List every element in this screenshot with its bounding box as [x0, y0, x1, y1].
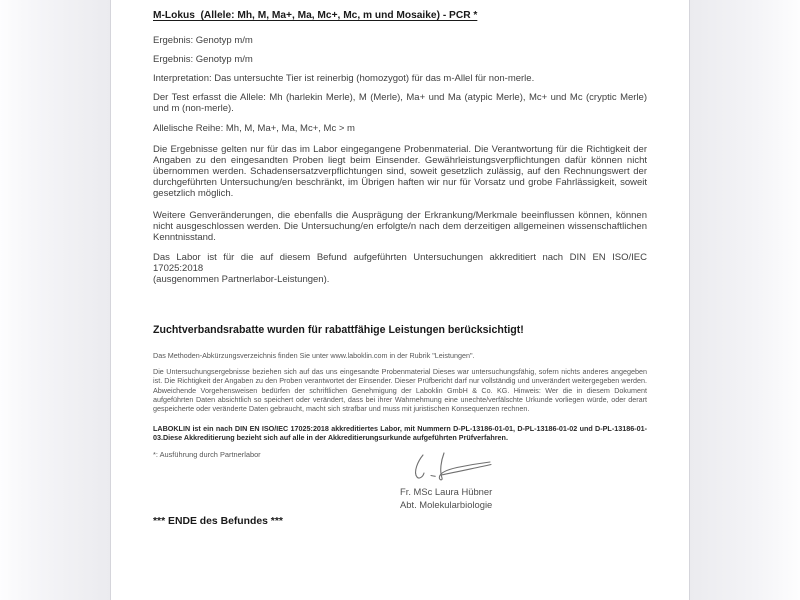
signer-department: Abt. Molekularbiologie — [400, 498, 493, 510]
result-line: Ergebnis: Genotyp m/m — [153, 54, 253, 65]
accreditation-line: 17025:2018 — [153, 263, 204, 274]
accreditation-paragraph — [153, 252, 647, 285]
signature-block — [400, 449, 610, 510]
viewer-gutter-right — [689, 0, 800, 600]
result-line: Ergebnis: Genotyp m/m — [153, 35, 253, 46]
document-page — [111, 0, 689, 600]
signer-name: Fr. MSc Laura Hübner — [400, 486, 493, 497]
gene-variation-paragraph: Weitere Genveränderungen, die ebenfalls die Ausprägung der Erkrankung/Merkmale beeinflussen können, können nicht ausgeschlossen werden. Die Untersuchung/en erfolgte/n nach dem derzeitigen allgemeinen wissenschaftlichen Kenntnisstand. — [153, 210, 647, 243]
smallprint-accreditation: LABOKLIN ist ein nach DIN EN ISO/IEC 17025:2018 akkreditiertes Labor, mit Nummern D-PL-13186-01-01, D-PL-13186-01-02 und D-PL-13186-01-03.Diese Akkreditierung bezieht sich auf alle in der Akkreditierungsurkunde aufgeführten Prüfverfahren. — [153, 424, 647, 443]
signature-image — [410, 449, 506, 485]
viewer-gutter-left — [0, 0, 111, 600]
liability-paragraph: Die Ergebnisse gelten nur für das im Labor eingegangene Probenmaterial. Die Verantwortung für die Richtigkeit der Angaben zu den eingesandten Proben liegt beim Einsender. Gewährleistungsverpflichtungen dafür können nicht übernommen werden. Schadensersatzverpflichtungen sind, soweit gesetzlich zulässig, auf den Rechnungswert der durchgeführten Untersuchung/en beschränkt, im Übrigen haften wir nur für Vorsatz und grobe Fahrlässigkeit, soweit gesetzlich möglich. — [153, 144, 647, 199]
report-section-heading: M-Lokus (Allele: Mh, M, Ma+, Ma, Mc+, Mc, m und Mosaike) - PCR * — [153, 10, 478, 21]
test-scope-paragraph: Der Test erfasst die Allele: Mh (harlekin Merle), M (Merle), Ma+ und Ma (atypic Merle), Mc+ und Mc (cryptic Merle) und m (non-merle). — [153, 92, 647, 114]
accreditation-line: (ausgenommen Partnerlabor-Leistungen). — [153, 274, 330, 285]
allelic-series-line: Allelische Reihe: Mh, M, Ma+, Ma, Mc+, Mc > m — [153, 123, 355, 134]
discount-notice: Zuchtverbandsrabatte wurden für rabattfähige Leistungen berücksichtigt! — [153, 324, 524, 336]
smallprint-disclaimer: Die Untersuchungsergebnisse beziehen sich auf das uns eingesandte Probenmaterial Dieses war untersuchungsfähig, sofern nichts anderes angegeben ist. Die Richtigkeit der Angaben zu den Proben verantwortet der Einsender. Dieser Prüfbericht darf nur vollständig und unverändert weitergegeben werden. Abweichende Vorgehensweisen bedürfen der schriftlichen Genehmigung der Laboklin GmbH & Co. KG. Hinweis: Wer die in diesem Dokument aufgeführten Daten absichtlich so speichert oder verändert, dass bei ihrer Wahrnehmung eine unechte/verfälschte Urkunde vorliegen würde, oder derart gespeicherte oder veränderte Daten gebraucht, macht sich strafbar und muss mit juristischen Konsequenzen rechnen. — [153, 367, 647, 414]
partner-lab-note: *: Ausführung durch Partnerlabor — [153, 449, 261, 459]
interpretation-line: Interpretation: Das untersuchte Tier ist reinerbig (homozygot) für das m-Allel für non-merle. — [153, 73, 535, 84]
accreditation-line: Das Labor ist für die auf diesem Befund aufgeführten Untersuchungen akkreditiert nach DIN EN ISO/IEC — [153, 252, 647, 263]
end-of-report-line: *** ENDE des Befundes *** — [153, 516, 283, 527]
methods-note: Das Methoden-Abkürzungsverzeichnis finden Sie unter www.laboklin.com in der Rubrik "Leistungen". — [153, 351, 475, 360]
